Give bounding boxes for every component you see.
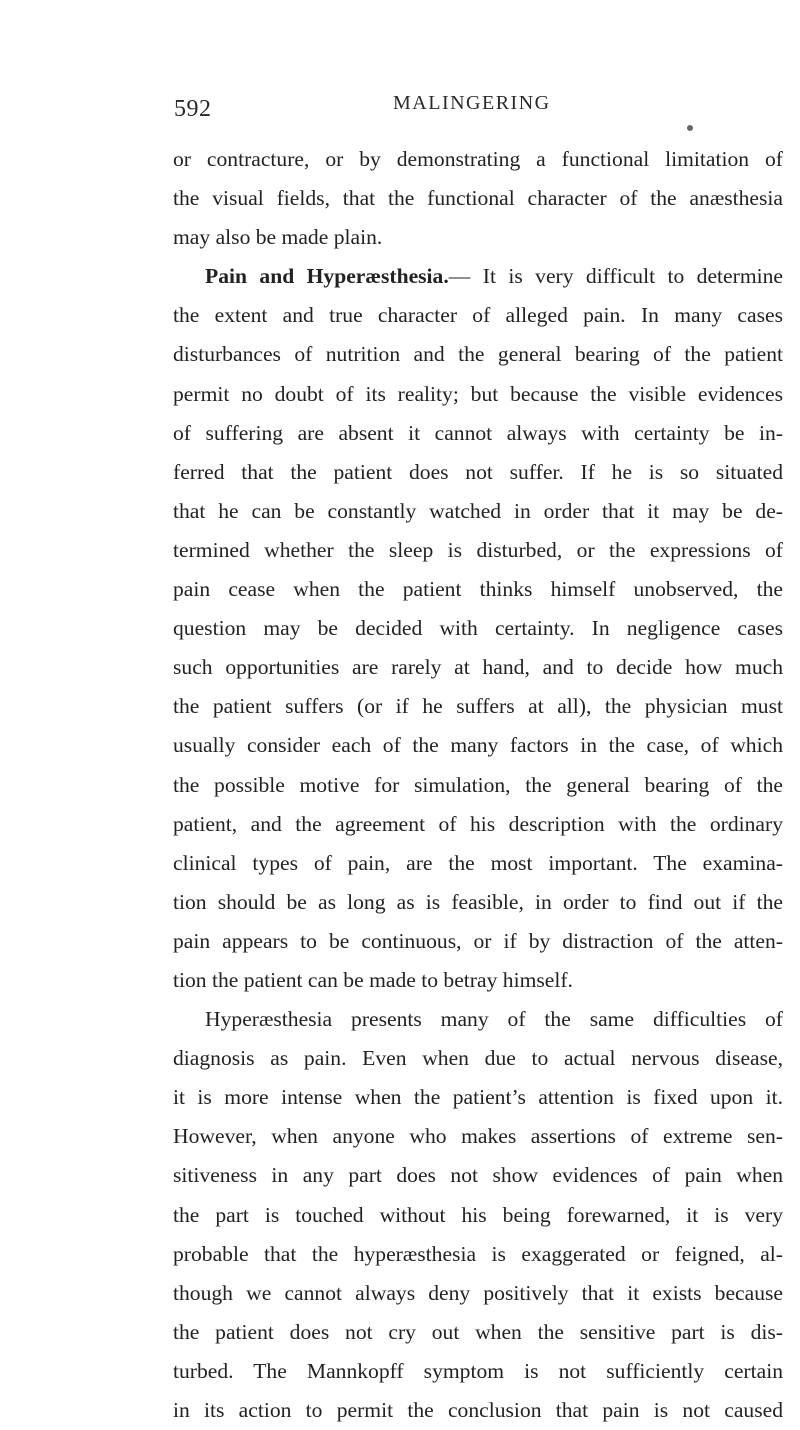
text-line: it is more intense when the patient’s attention is fixed upon it. bbox=[173, 1085, 783, 1110]
text-line: the visual fields, that the functional character of the anæsthesia bbox=[173, 186, 783, 211]
text-line: pain cease when the patient thinks himself unobserved, the bbox=[173, 577, 783, 602]
text-line: though we cannot always deny positively that it exists because bbox=[173, 1280, 783, 1305]
page-number: 592 bbox=[174, 96, 212, 122]
running-head: MALINGERING bbox=[393, 92, 551, 114]
text-line: question may be decided with certainty. In negligence cases bbox=[173, 616, 783, 641]
text-line: permit no doubt of its reality; but because the visible evidences bbox=[173, 381, 783, 406]
text-line: disturbances of nutrition and the general bearing of the patient bbox=[173, 342, 783, 367]
text-line: of suffering are absent it cannot always with certainty be in- bbox=[173, 420, 783, 445]
text-line: or contracture, or by demonstrating a functional limitation of bbox=[173, 147, 783, 171]
text-line: may also be made plain. bbox=[173, 225, 383, 250]
text-line: the possible motive for simulation, the general bearing of the bbox=[173, 772, 783, 797]
text-line: However, when anyone who makes assertions of extreme sen- bbox=[173, 1124, 783, 1149]
section-heading: Pain and Hyperæsthesia. bbox=[205, 264, 449, 289]
text-line: probable that the hyperæsthesia is exaggerated or feigned, al- bbox=[173, 1241, 783, 1266]
text-line: tion the patient can be made to betray himself. bbox=[173, 967, 573, 992]
text-line: termined whether the sleep is disturbed, or the expressions of bbox=[173, 537, 783, 562]
ink-speck bbox=[687, 125, 693, 131]
text-line: clinical types of pain, are the most important. The examina- bbox=[173, 850, 783, 875]
text-line: tion should be as long as is feasible, in order to find out if the bbox=[173, 889, 783, 914]
text-line: the patient suffers (or if he suffers at all), the physician must bbox=[173, 694, 783, 719]
text-line: in its action to permit the conclusion that pain is not caused bbox=[173, 1398, 783, 1422]
text-line: ferred that the patient does not suffer. If he is so situated bbox=[173, 459, 783, 484]
text-line-with-heading bbox=[173, 257, 783, 296]
text-line: patient, and the agreement of his description with the ordinary bbox=[173, 811, 783, 836]
text-line: usually consider each of the many factors in the case, of which bbox=[173, 733, 783, 758]
body-text bbox=[173, 140, 783, 1430]
text-line: the extent and true character of alleged pain. In many cases bbox=[173, 303, 783, 328]
text-line: turbed. The Mannkopff symptom is not sufficiently certain bbox=[173, 1358, 783, 1383]
text-line: that he can be constantly watched in order that it may be de- bbox=[173, 498, 783, 523]
text-line: Hyperæsthesia presents many of the same difficulties of bbox=[205, 1007, 783, 1032]
text-line: sitiveness in any part does not show evidences of pain when bbox=[173, 1163, 783, 1188]
text-line: the part is touched without his being forewarned, it is very bbox=[173, 1202, 783, 1227]
text-line: pain appears to be continuous, or if by distraction of the atten- bbox=[173, 928, 783, 953]
text-span: — It is very difficult to determine bbox=[448, 264, 783, 289]
text-line: the patient does not cry out when the sensitive part is dis- bbox=[173, 1319, 783, 1344]
text-line: diagnosis as pain. Even when due to actual nervous disease, bbox=[173, 1046, 783, 1071]
text-line: such opportunities are rarely at hand, and to decide how much bbox=[173, 655, 783, 680]
